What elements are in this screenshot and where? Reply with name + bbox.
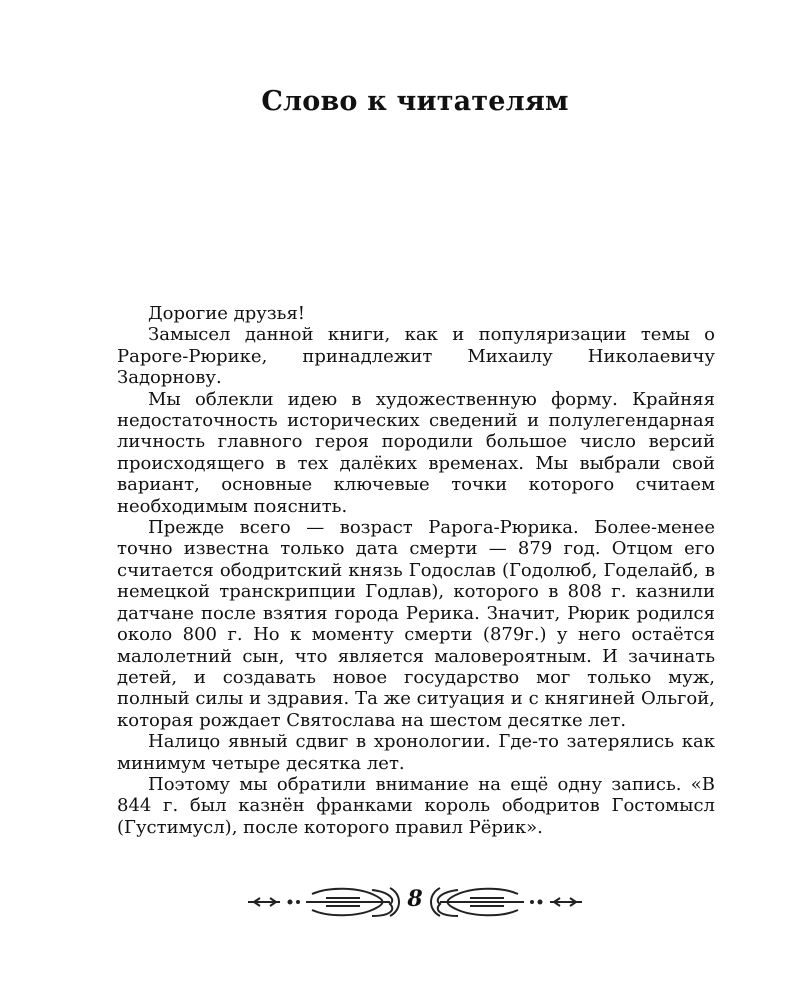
paragraph: Прежде всего — возраст Рарога-Рюрика. Более-менее точно известна только дата смерти — 879 год. Отцом его считается ободритский князь Годослав (Годолюб, Годелайб, в немецкой транскрипции Годлав), которого в 808 г. казнили датчане после взятия города Рерика. Значит, Рюрик родился около 800 г. Но к моменту смерти (879г.) у него остаётся малолетний сын, что является маловероятным. И зачинать детей, и создавать новое государство мог только муж, полный силы и здравия. Та же ситуация и с княгиней Ольгой, которая рождает Святослава на шестом десятке лет. [117, 517, 715, 731]
paragraph: Дорогие друзья! [148, 303, 306, 324]
page-footer [240, 880, 590, 924]
page-number: 8 [407, 886, 423, 912]
paragraph: Поэтому мы обратили внимание на ещё одну запись. «В 844 г. был казнён франками король ободритов Гостомысл (Густимусл), после которого правил Рёрик». [117, 773, 715, 838]
body-text [117, 303, 715, 838]
paragraph: Мы облекли идею в художественную форму. Крайняя недостаточность исторических сведений и полулегендарная личность главного героя породили большое число версий происходящего в тех далёких временах. Мы выбрали свой вариант, основные ключевые точки которого считаем необходимым пояснить. [117, 388, 715, 517]
paragraph: Замысел данной книги, как и популяризации темы о Рароге-Рюрике, принадлежит Михаилу Николаевичу Задорнову. [117, 324, 715, 389]
page-title: Слово к читателям [261, 86, 569, 117]
paragraph: Налицо явный сдвиг в хронологии. Где-то затерялись как минимум четыре десятка лет. [117, 731, 715, 774]
